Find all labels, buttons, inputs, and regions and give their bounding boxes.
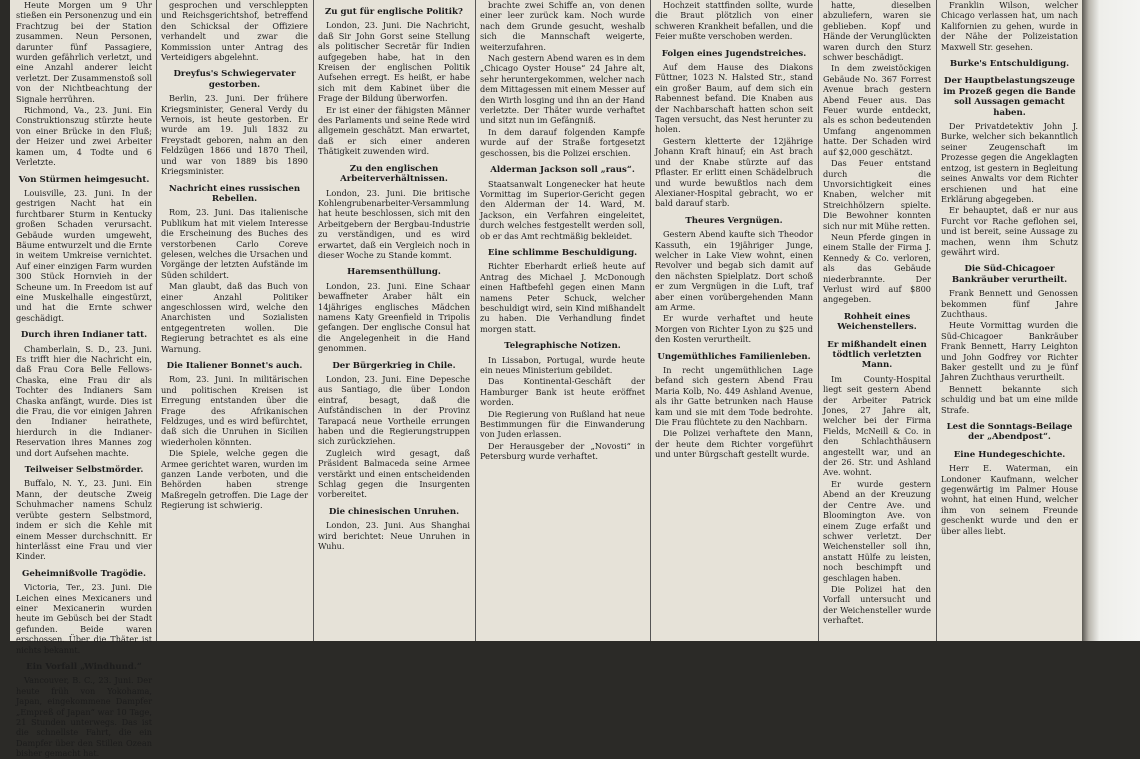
article-headline: Burke's Entschuldigung. [949, 59, 1070, 70]
column-4 [480, 0, 645, 641]
column-3 [318, 0, 470, 641]
article-paragraph: Die Spiele, welche gegen die Armee gerichtet waren, wurden im ganzen Lande verboten, und die Behörden haben strenge Maßregeln getroffen. Die Lage der Regierung ist schwierig. [161, 448, 308, 511]
article-paragraph: London, 23. Juni. Die britische Kohlengrubenarbeiter-Versammlung hat heute beschlossen, sich mit den Arbeitgebern der Bergbau-Industrie zu verständigen, und es wird erwartet, daß ein Vergleich noch in dieser Woche zu Stande kommt. [318, 187, 470, 260]
article-headline: Eine schlimme Beschuldigung. [487, 247, 638, 258]
article-paragraph: Buffalo, N. Y., 23. Juni. Ein Mann, der deutsche Zweig Schuhmacher namens Schulz verübte gestern Selbstmord, indem er sich die Kehle mit einem Messer durchschnitt. Er hinterlässt eine Frau und vier Kinder. [16, 478, 152, 562]
article-paragraph: Er wurde verhaftet und heute Morgen von Richter Lyon zu $25 und den Kosten verurtheilt. [655, 313, 813, 345]
article-paragraph: Rom, 23. Juni. Das italienische Publikum hat mit vielem Interesse die Erscheinung des Buches des verstorbenen Carlo Coreve gelesen, welches die Ursachen und Vorgänge der letzten Aufstände im Süden schildert. [161, 207, 308, 280]
article-paragraph: Hochzeit stattfinden sollte, wurde die Braut plötzlich von einer schweren Krankheit befallen, und die Feier mußte verschoben werden. [655, 0, 813, 42]
article-headline: Die Süd-Chicagoer Bankräuber verurtheilt. [951, 264, 1068, 285]
article-headline: Er mißhandelt einen tödtlich verletzten Mann. [827, 339, 927, 371]
article-headline: Von Stürmen heimgesucht. [18, 174, 150, 185]
article-paragraph: Das Kontinental-Geschäft der Hamburger Bank ist heute eröffnet worden. [480, 376, 645, 408]
article-paragraph: Victoria, Ter., 23. Juni. Die Leichen eines Mexicaners und einer Mexicanerin wurden heute im Gebüsch bei der Stadt gefunden. Beide waren erschossen. Über die Thäter ist nichts bekannt. [16, 582, 152, 655]
article-headline: Die chinesischen Unruhen. [328, 506, 460, 517]
column-divider [475, 0, 476, 641]
article-headline: Eine Hundegeschichte. [953, 449, 1066, 460]
article-paragraph: In Lissabon, Portugal, wurde heute ein neues Ministerium gebildet. [480, 354, 645, 375]
article-paragraph: Der Herausgeber der „Novosti“ in Petersburg wurde verhaftet. [480, 440, 645, 462]
page-binding-edge [1082, 0, 1140, 641]
article-paragraph: In recht ungemüthlichen Lage befand sich gestern Abend Frau Maria Kolb, No. 449 Ashland Avenue, als ihr Gatte betrunken nach Hause kam und sie mit dem Tode bedrohte. Die Frau flüchtete zu den Nachbarn. [655, 365, 813, 428]
article-paragraph: Chamberlain, S. D., 23. Juni. Es trifft hier die Nachricht ein, daß Frau Cora Belle Fellows-Chaska, eine Frau dir als Tochter des Indianers Sam Chaska anfängt, wurde. Dies ist die Frau, die vor einigen Jahren den Indianer heirathete, hierdurch in die Indianer-Reservation ihres Mannes zog und dort Aufsehen machte. [16, 343, 152, 458]
article-headline: Teilweiser Selbstmörder. [24, 465, 144, 476]
article-paragraph: Richmond, Va., 23. Juni. Ein Construktionszug stürzte heute von einer Brücke in den Fluß; der Heizer und zwei Arbeiter kamen um, 4 Todte und 6 Verletzte. [16, 105, 152, 168]
article-headline: Durch ihren Indianer tatt. [20, 330, 148, 341]
article-headline: Ungemüthliches Familienleben. [657, 351, 811, 362]
article-headline: Nachricht eines russischen Rebellen. [168, 183, 301, 204]
article-paragraph: Gestern kletterte der 12jährige Johann Kraft hinauf; ein Ast brach und der Knabe stürzte auf das Pflaster. Er erlitt einen Schädelbruch und wurde bewußtlos nach dem Alexianer-Hospital gebracht, wo er bald darauf starb. [655, 135, 813, 209]
column-6 [823, 0, 931, 641]
article-paragraph: Heute Morgen um 9 Uhr stießen ein Personenzug und ein Frachtzug bei der Station zusammen. Neun Personen, darunter fünf Passagiere, wurden gefährlich verletzt, und eine Anzahl anderer leicht verletzt. Der Zusammenstoß soll von der Nichtbeachtung der Signale herrühren. [16, 0, 152, 104]
article-headline: Ein Vorfall „Windhund.“ [26, 661, 142, 672]
column-divider [313, 0, 314, 641]
article-paragraph: In dem zweistöckigen Gebäude No. 367 Forrest Avenue brach gestern Abend Feuer aus. Das Feuer wurde entdeckt, als es schon bedeutenden Umfang angenommen hatte. Der Schaden wird auf $2,000 geschätzt. [823, 63, 931, 157]
article-paragraph: Richter Eberhardt erließ heute auf Antrag des Michael J. McDonough einen Haftbefehl gegen einen Mann namens Peter Schuck, welcher beschuldigt wird, sein Kind mißhandelt zu haben. Die Verhandlung findet morgen statt. [480, 261, 645, 334]
article-paragraph: Rom, 23. Juni. In militärischen und politischen Kreisen ist Erregung entstanden über die Frage des Afrikanischen Feldzuges, und es wird befürchtet, daß sich die Unruhen in Sicilien wiederholen könnten. [161, 374, 308, 447]
article-paragraph: London, 23. Juni. Die Nachricht, daß Sir John Gorst seine Stellung als politischer Secretär für Indien aufgegeben habe, hat in den Kreisen der englischen Politik Aufsehen erregt. Es heißt, er habe sich mit dem Kabinet über die Frage der Bildung überworfen. [318, 20, 470, 104]
article-paragraph: Louisville, 23. Juni. In der gestrigen Nacht hat ein furchtbarer Sturm in Kentucky großen Schaden verursacht. Gebäude wurden umgeweht, Bäume entwurzelt und die Ernte in weitem Umkreise vernichtet. Auf einer einzigen Farm wurden 300 Stück Hornvieh in der Scheune um. In Freedom ist auf eine Muskelhalle eingestürzt, und hat die Ernte schwer geschädigt. [16, 187, 152, 323]
article-headline: Zu den englischen Arbeiterverhältnissen. [340, 163, 448, 185]
article-paragraph: Die Polizei hat den Vorfall untersucht und der Weichensteller wurde verhaftet. [823, 583, 931, 626]
article-paragraph: Man glaubt, daß das Buch von einer Anzahl Politiker angeschlossen wird, welche den Anarchisten und Sozialisten entgegentreten wollen. Die Regierung betrachtet es als eine Warnung. [161, 281, 308, 354]
article-paragraph: Staatsanwalt Longenecker hat heute Vormittag im Superior-Gericht gegen den Alderman der 14. Ward, M. Jackson, ein Verfahren eingeleitet, durch welches festgestellt werden soll, ob er das Amt rechtmäßig bekleidet. [480, 178, 645, 241]
article-paragraph: Heute Vormittag wurden die Süd-Chicagoer Bankräuber Frank Bennett, Harry Leighton und John Godfrey vor Richter Baker gestellt und zu je fünf Jahren Zuchthaus verurtheilt. [941, 320, 1078, 383]
article-paragraph: Er ist einer der fähigsten Männer des Parlaments und seine Rede wird allgemein geschätzt. Man erwartet, daß er sich einer anderen Thätigkeit zuwenden wird. [318, 104, 470, 157]
article-paragraph: London, 23. Juni. Eine Depesche aus Santiago, die über London eintraf, besagt, daß die Aufständischen in der Provinz Tarapacá neue Vortheile errungen haben und die Regierungstruppen sich zurückziehen. [318, 374, 470, 447]
column-divider [156, 0, 157, 641]
article-paragraph: hatte, dieselben abzuliefern, waren sie geblieben. Kopf und Hände der Verunglückten waren durch den Sturz schwer beschädigt. [823, 0, 931, 63]
column-divider [650, 0, 651, 641]
article-paragraph: Die Polizei verhaftete den Mann, der heute dem Richter vorgeführt und unter Bürgschaft gestellt wurde. [655, 428, 813, 460]
article-headline: Der Bürgerkrieg in Chile. [332, 360, 456, 371]
article-paragraph: gesprochen und verschleppten und Reichsgerichtshof, betreffend den Schicksal der Offiziere verhandelt und zwar die Kommission unter Antrag des Verteidigers abgelehnt. [161, 0, 308, 63]
article-paragraph: Die Regierung von Rußland hat neue Bestimmungen für die Einwanderung von Juden erlassen. [480, 408, 645, 440]
article-headline: Lest die Sonntags-Beilage der „Abendpost“. [946, 422, 1073, 443]
article-paragraph: Berlin, 23. Juni. Der frühere Kriegsminister, General Verdy du Vernois, ist heute gestorben. Er wurde am 19. Juli 1832 zu Freystadt geboren, nahm an den Feldzügen 1866 und 1870 Theil, und war von 1889 bis 1890 Kriegsminister. [161, 93, 308, 177]
article-paragraph: Auf dem Hause des Diakons Füttner, 1023 N. Halsted Str., stand ein großer Baum, auf dem sich ein Rabennest befand. Die Knaben aus der Nachbarschaft hatten schon seit Tagen versucht, das Nest herunter zu holen. [655, 62, 813, 135]
article-headline: Geheimnißvolle Tragödie. [22, 568, 146, 579]
article-headline: Folgen eines Jugendstreiches. [661, 48, 807, 59]
article-paragraph: Frank Bennett und Genossen bekommen fünf Jahre Zuchthaus. [941, 288, 1078, 319]
column-divider [818, 0, 819, 641]
article-paragraph: London, 23. Juni. Eine Schaar bewaffneter Araber hält ein 14jähriges englisches Mädchen namens Katy Greenfield in Tripolis gefangen. Der englische Consul hat die Angelegenheit in die Hand genommen. [318, 280, 470, 354]
article-headline: Rohheit eines Weichenstellers. [837, 311, 917, 333]
article-paragraph: Gestern Abend kaufte sich Theodor Kassuth, ein 19jähriger Junge, welcher in Lake View wohnt, einen Revolver und begab sich damit auf den nächsten Spielplatz. Dort schoß er zum Vergnügen in die Luft, traf aber einen vorübergehenden Mann am Arme. [655, 229, 813, 312]
column-1 [16, 0, 152, 759]
article-paragraph: Das Feuer entstand durch die Unvorsichtigkeit eines Knaben, welcher mit Streichhölzern spielte. Die Bewohner konnten sich nur mit Mühe retten. [823, 158, 931, 231]
article-headline: Zu gut für englische Politik? [325, 7, 463, 17]
article-paragraph: brachte zwei Schiffe an, von denen einer leer zurück kam. Noch wurde nach dem Grunde gesucht, weshalb sich die Mannschaft weigerte, weiterzufahren. [480, 0, 645, 52]
article-paragraph: Er wurde gestern Abend an der Kreuzung der Centre Ave. und Bloomington Ave. von einem Zuge erfaßt und schwer verletzt. Der Weichensteller soll ihn, anstatt Hülfe zu leisten, noch beschimpft und geschlagen haben. [823, 478, 931, 583]
article-paragraph: Er behauptet, daß er nur aus Furcht vor Rache geflohen sei, und ist bereit, seine Aussage zu machen, wenn ihm Schutz gewährt wird. [941, 205, 1078, 257]
column-divider [936, 0, 937, 641]
article-paragraph: Herr E. Waterman, ein Londoner Kaufmann, welcher gegenwärtig im Palmer House wohnt, hat einen Hund, welcher ihm von seinem Freunde geschenkt wurde und den er über alles liebt. [941, 463, 1078, 536]
article-paragraph: Vancouver, B. C., 23. Juni. Der heute früh von Yokohama, Japan, eingekommene Dampfer „Empreß of Japan“ war 10 Tage, 21 Stunden unterwegs. Das ist die schnellste Fahrt, die ein Dampfer über den Stillen Ozean bisher gemacht hat. [16, 675, 152, 759]
column-2 [161, 0, 308, 641]
article-paragraph: Im County-Hospital liegt seit gestern Abend der Arbeiter Patrick Jones, 27 Jahre alt, welcher bei der Firma Fields, McNeill & Co. in den Schlachthäusern angestellt war, und an der 26. Str. und Ashland Ave. wohnt. [823, 373, 931, 478]
article-headline: Alderman Jackson soll „raus“. [490, 165, 635, 176]
article-paragraph: Der Privatdetektiv John J. Burke, welcher sich bekanntlich seiner Zeugenschaft im Prozesse gegen die Angeklagten entzog, ist gestern in Begleitung seines Anwalts vor dem Richter erschienen und hat eine Erklärung abgegeben. [941, 121, 1078, 204]
article-paragraph: London, 23. Juni. Aus Shanghai wird berichtet: Neue Unruhen in Wuhu. [318, 520, 470, 552]
newspaper-page [10, 0, 1082, 759]
article-headline: Telegraphische Notizen. [504, 341, 621, 352]
column-7 [941, 0, 1078, 641]
article-headline: Die Italiener Bonnet's auch. [166, 361, 303, 371]
article-paragraph: Neun Pferde gingen in einem Stalle der Firma J. Kennedy & Co. verloren, als das Gebäude niederbrannte. Der Verlust wird auf $800 angegeben. [823, 231, 931, 305]
article-headline: Theures Vergnügen. [685, 215, 783, 226]
article-paragraph: Zugleich wird gesagt, daß Präsident Balmaceda seine Armee verstärkt und einen entscheidenden Schlag gegen die Insurgenten vorbereitet. [318, 447, 470, 500]
article-paragraph: In dem darauf folgenden Kampfe wurde auf der Straße fortgesetzt geschossen, bis die Polizei erschien. [480, 126, 645, 158]
article-paragraph: Bennett bekannte sich schuldig und bat um eine milde Strafe. [941, 383, 1078, 415]
article-headline: Dreyfus's Schwiegervater gestorben. [173, 69, 296, 90]
article-paragraph: Franklin Wilson, welcher Chicago verlassen hat, um nach Kalifornien zu gehen, wurde in der Nähe der Polizeistation Maxwell Str. gesehen. [941, 0, 1078, 52]
article-paragraph: Nach gestern Abend waren es in dem „Chicago Oyster House“ 24 Jahre alt, sehr heruntergekommen, welcher nach dem Mittagessen mit einem Messer auf den Wirth losging und ihn an der Hand verletzte. Der Thäter wurde verhaftet und sitzt nun im Gefängniß. [480, 53, 645, 126]
column-5 [655, 0, 813, 641]
article-headline: Der Hauptbelastungszeuge im Prozeß gegen die Bande soll Aussagen gemacht haben. [943, 76, 1076, 118]
article-headline: Haremsenthüllung. [347, 267, 441, 278]
